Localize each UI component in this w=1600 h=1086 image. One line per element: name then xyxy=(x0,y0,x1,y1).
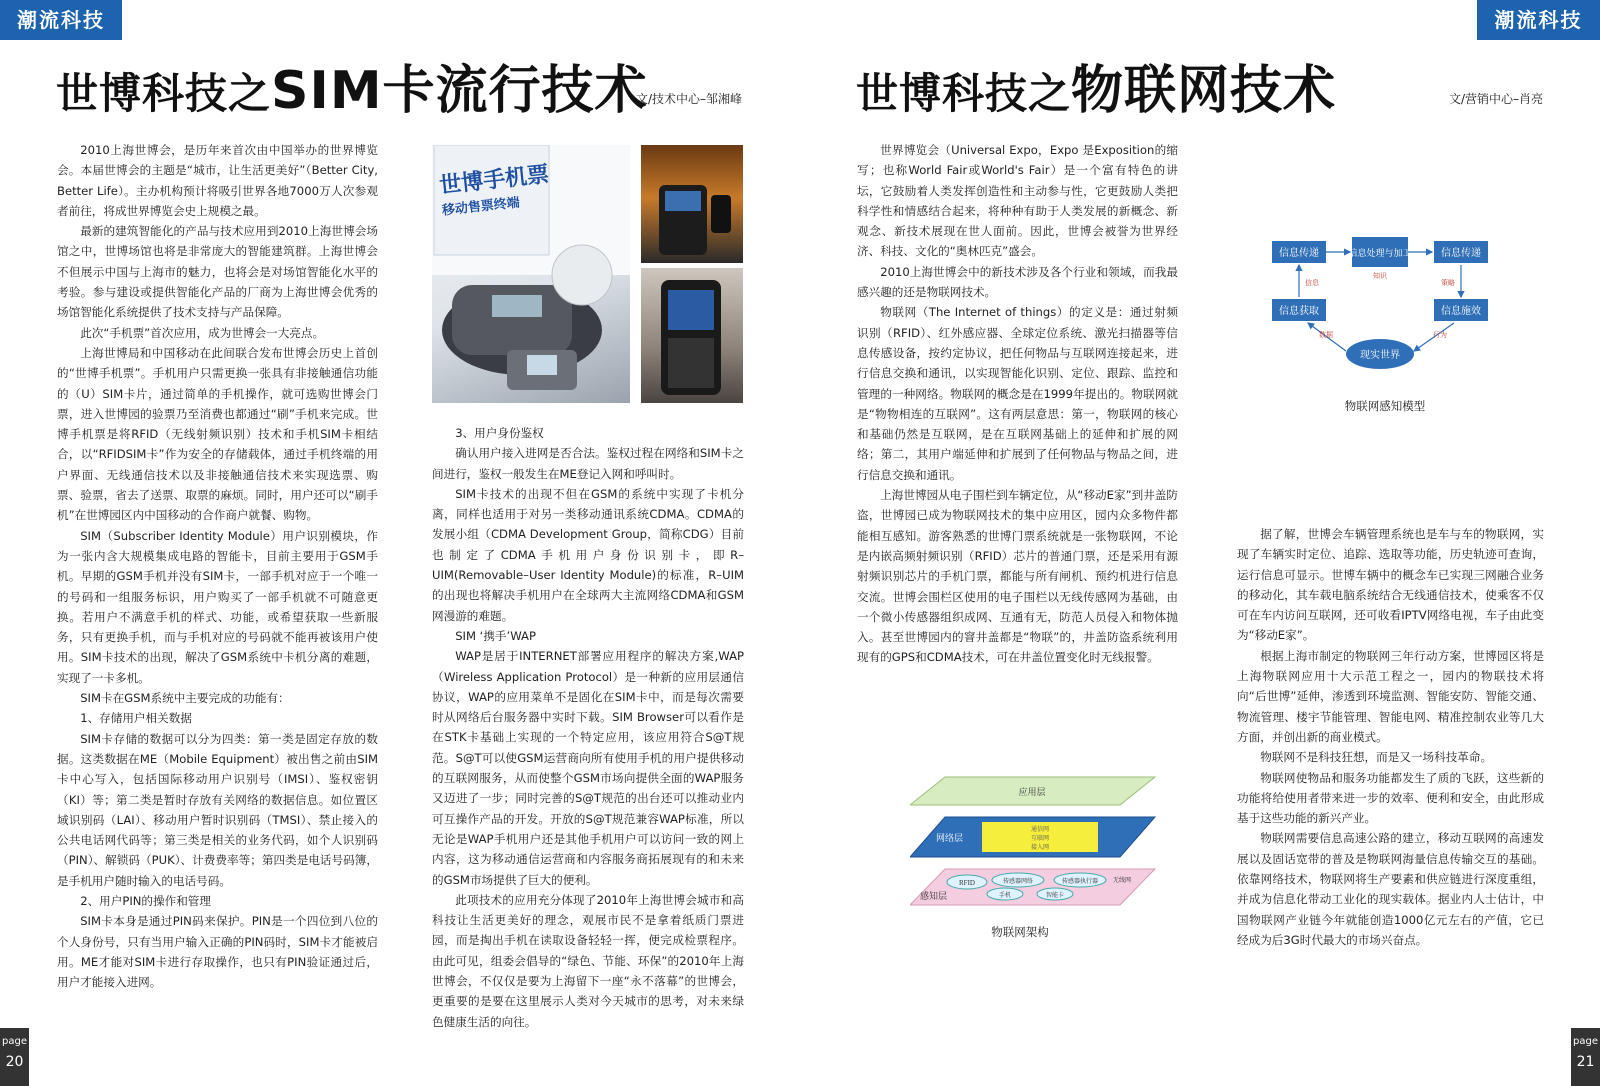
right-column-1 xyxy=(857,140,1178,668)
sense-item: 无线网 xyxy=(1112,878,1132,884)
photo-sign-line1: 世博手机票 xyxy=(438,162,551,199)
paragraph: 世界博览会（Universal Expo，Expo 是Exposition的缩写；也称World Fair或World's Fair）是一个富有特色的讲坛，它鼓励着人类发挥创造性和主动参与性，它更鼓励人类把科学性和情感结合起来，将种种有助于人类发展的新概念、新观念、新技术展现在世人面前。因此，世博会被誉为世界经济、科技、文化的“奥林匹克”盛会。 xyxy=(857,143,1178,259)
iot-architecture-diagram xyxy=(910,775,1160,910)
paragraph: 物联网使物品和服务功能都发生了质的飞跃，这些新的功能将给使用者带来进一步的效率、便利和安全，由此形成基于这些功能的新兴产业。 xyxy=(1237,770,1544,826)
edge-label: 数据 xyxy=(1319,331,1333,339)
edge-label: 行为 xyxy=(1433,331,1447,339)
paragraph: SIM卡存储的数据可以分为四类：第一类是固定存放的数据。这类数据在ME（Mobile Equipment）被出售之前由SIM卡中心写入，包括国际移动用户识别号（IMSI）、鉴权密钥（KI）等；第二类是暂时存放有关网络的数据信息。如位置区域识别码（LAI）、移动用户暂时识别码（TMSI）、禁止接入的公共电话网代码等；第三类是相关的业务代码，如个人识别码（PIN）、解锁码（PUK）、计费费率等；第四类是电话号码簿，是手机用户随时输入的电话号码。 xyxy=(57,731,378,888)
paragraph: 物联网（The Internet of things）的定义是：通过射频识别（RFID）、红外感应器、全球定位系统、激光扫描器等信息传感设备，按约定协议，把任何物品与互联网连接起来，进行信息交换和通讯，以实现智能化识别、定位、跟踪、监控和管理的一种网络。物联网的概念是在1999年提出的。物联网就是“物物相连的互联网”。这有两层意思：第一，物联网的核心和基础仍然是互联网，是在互联网基础上的延伸和扩展的网络；第二，其用户端延伸和扩展到了任何物品与物品之间，进行信息交换和通讯。 xyxy=(857,305,1178,482)
paragraph: 最新的建筑智能化的产品与技术应用到2010上海世博会场馆之中，世博场馆也将是非常庞大的智能建筑群。上海世博会不但展示中国与上海市的魅力，也将会是对场馆智能化水平的考验。参与建设或提供智能化产品的厂商为上海世博会优秀的场馆智能化系统提供了技术支持与产品保障。 xyxy=(57,224,378,320)
page-number-left xyxy=(0,1028,29,1086)
paragraph: 此项技术的应用充分体现了2010年上海世博会城市和高科技让生活更美好的理念，观展市民不是拿着纸质门票进园，而是掏出手机在读取设备轻轻一挥，便完成检票程序。由此可见，组委会倡导的“绿色、节能、环保”的2010年上海世博会，不仅仅是要为上海留下一座“永不落幕”的世博会，更重要的是要在这里展示人类对今天城市的思考，对未来绿色健康生活的向往。 xyxy=(432,892,744,1029)
photo-ticket-terminal xyxy=(432,145,630,403)
paragraph: 2010上海世博会，是历年来首次由中国举办的世界博览会。本届世博会的主题是“城市，让生活更美好”（Better City, Better Life）。主办机构预计将吸引世界各地7000万人次参观者前往，将成世界博览会史上规模之最。 xyxy=(57,143,378,218)
article-title-right xyxy=(856,48,1336,123)
paragraph: 确认用户接入进网是否合法。鉴权过程在网络和SIM卡之间进行，鉴权一般发生在ME登记入网和呼叫时。 xyxy=(432,446,744,481)
left-column-2 xyxy=(432,423,744,1032)
paragraph: SIM（Subscriber Identity Module）用户识别模块，作为一张内含大规模集成电路的智能卡，目前主要用于GSM手机。早期的GSM手机并没有SIM卡，一部手机对应于一个唯一的号码和一组服务标识，用户购买了一部手机就不可随意更换。若用户不满意手机的样式、功能，或希望获取一些新服务，只有更换手机，而与手机对应的号码就不能再被该用户使用。SIM卡技术的出现，解决了GSM系统中卡机分离的难题，实现了一卡多机。 xyxy=(57,528,378,685)
diagram1-caption: 物联网感知模型 xyxy=(1344,399,1426,413)
sense-item: 手机 xyxy=(998,893,1012,899)
paragraph: SIM卡本身是通过PIN码来保护。PIN是一个四位到八位的个人身份号，只有当用户输入正确的PIN码时，SIM卡才能被启用。ME才能对SIM卡进行存取操作，也只有PIN验证通过后，用户才能接入进网。 xyxy=(57,914,378,990)
layer-label: 网络层 xyxy=(936,833,964,843)
paragraph: 2、用户PIN的操作和管理 xyxy=(80,893,211,908)
node-label: 信息获取 xyxy=(1279,306,1319,317)
photo-card-reader xyxy=(641,145,743,263)
edge-label: 信息 xyxy=(1305,279,1319,287)
edge-label: 策略 xyxy=(1441,279,1455,287)
paragraph: SIM卡在GSM系统中主要完成的功能有： xyxy=(80,691,290,706)
net-item: 互联网 xyxy=(1030,836,1050,842)
title-prefix: 世博科技之 xyxy=(56,69,272,118)
node-label: 信息传递 xyxy=(1441,248,1481,259)
node-label: 现实世界 xyxy=(1360,350,1400,361)
layer-label: 感知层 xyxy=(920,891,948,901)
paragraph: WAP是居于INTERNET部署应用程序的解决方案,WAP（Wireless Application Protocol）是一种新的应用层通信协议，WAP的应用菜单不是固化在SIM卡中，而是每次需要时从网络后台服务器中实时下载。SIM Browser可以看作是在STK卡基础上实现的一个特定应用，该应用符合S@T规范。S@T可以使GSM运营商向所有使用手机的用户提供移动的互联网服务，从而使整个GSM市场向提供全面的WAP服务又迈进了一步；同时完善的S@T规范的出台还可以推动业内可互操作产品的开发。开放的S@T规范兼容WAP标准，所以无论是WAP手机用户还是其他手机用户可以访问一致的网上内容，这为移动通信运营商和内容服务商拓展现有的和未来的GSM市场提供了巨大的便利。 xyxy=(432,649,744,887)
paragraph: 物联网需要信息高速公路的建立，移动互联网的高速发展以及固话宽带的普及是物联网海量信息传输交互的基础。依靠网络技术，物联网将生产要素和供应链进行深度重组，并成为信息化带动工业化的现实载体。据业内人士估计，中国物联网产业链今年就能创造1000亿元左右的产值，它已经成为后3G时代最大的市场兴奋点。 xyxy=(1237,831,1544,947)
section-tag-right: 潮流科技 xyxy=(1477,0,1600,40)
right-column-2 xyxy=(1237,524,1544,950)
edge-label: 知识 xyxy=(1373,272,1387,280)
article-title-left xyxy=(56,48,648,123)
layer-label: 应用层 xyxy=(1018,787,1046,797)
node-label: 信息传递 xyxy=(1279,248,1319,259)
net-item: 通信网 xyxy=(1030,827,1050,833)
section-tag-left: 潮流科技 xyxy=(0,0,122,40)
photo-nokia-phone xyxy=(641,268,743,403)
paragraph: 上海世博园从电子围栏到车辆定位，从“移动E家”到井盖防盗，世博园已成为物联网技术的集中应用区，园内众多物件都能相互感知。游客熟悉的世博门票系统就是一张物联网，不论是内嵌高频射频识别（RFID）芯片的普通门票，还是采用有源射频识别芯片的手机门票，都能与所有闸机、预约机进行信息交流。世博会围栏区使用的电子围栏以无线传感网为基础，由一个微小传感器组织成网、互通有无，防范人员侵入和物体抛入。甚至世博园内的窨井盖都是“物联”的，井盖防盗系统利用现有的GPS和CDMA技术，可在井盖位置变化时无线报警。 xyxy=(857,488,1178,665)
page-label: page xyxy=(2,1036,27,1047)
node-label: 信息处理与加工 xyxy=(1348,248,1412,258)
sense-item: 智能卡 xyxy=(1045,893,1065,899)
byline-left: 文/技术中心–邹湘峰 xyxy=(636,92,743,106)
page-number-right xyxy=(1571,1028,1600,1086)
paragraph: 3、用户身份鉴权 xyxy=(455,426,544,440)
left-column-1 xyxy=(57,140,378,992)
sense-item: 传感器执行器 xyxy=(1061,879,1099,885)
paragraph: SIM卡技术的出现不但在GSM的系统中实现了卡机分离，同样也适用于对另一类移动通讯系统CDMA。CDMA的发展小组（CDMA Development Group，简称CDG）目前也制定了CDMA手机用户身份识别卡，即R–UIM(Removable–User Identity Module)的标准，R–UIM的出现也将解决手机用户在全球两大主流网络CDMA和GSM网漫游的难题。 xyxy=(432,486,744,623)
title-main: 物联网技术 xyxy=(1071,61,1337,121)
page-label: page xyxy=(1573,1036,1598,1047)
paragraph: SIM ‘携手’WAP xyxy=(455,628,536,643)
page-number: 20 xyxy=(5,1054,24,1070)
paragraph: 2010上海世博会中的新技术涉及各个行业和领域，而我最感兴趣的还是物联网技术。 xyxy=(857,264,1178,300)
title-prefix: 世博科技之 xyxy=(856,69,1072,118)
paragraph: 物联网不是科技狂想，而是又一场科技革命。 xyxy=(1260,750,1493,765)
page-number: 21 xyxy=(1576,1054,1595,1070)
title-main: SIM卡流行技术 xyxy=(271,61,648,121)
paragraph: 据了解，世博会车辆管理系统也是车与车的物联网，实现了车辆实时定位、追踪、选取等功能，历史轨迹可查询，运行信息可显示。世博车辆中的概念车已实现三网融合业务的移动化，其车载电脑系统结合无线通信技术，使乘客不仅可在车内访问互联网，还可收看IPTV网络电视，车子由此变为“移动E家”。 xyxy=(1237,527,1544,643)
photo-sign-line2: 移动售票终端 xyxy=(441,195,521,219)
net-item: 接入网 xyxy=(1030,845,1050,851)
paragraph: 根据上海市制定的物联网三年行动方案，世博园区将是上海物联网应用十大示范工程之一，园内的物联技术将向“后世博”延伸，渗透到环境监测、智能安防、智能交通、物流管理、楼宇节能管理、智能电网、精准控制农业等几大方面，并创出新的商业模式。 xyxy=(1237,648,1544,744)
diagram2-caption: 物联网架构 xyxy=(991,925,1049,939)
iot-perception-model-diagram xyxy=(1268,233,1498,373)
paragraph: 1、存储用户相关数据 xyxy=(80,711,192,726)
sense-item: RFID xyxy=(959,879,975,887)
sense-item: 传感器网络 xyxy=(1002,879,1034,885)
paragraph: 上海世博局和中国移动在此间联合发布世博会历史上首创的“世博手机票”。手机用户只需更换一张具有非接触通信功能的（U）SIM卡片，通过简单的手机操作，就可选购世博会门票，进入世博园的验票乃至消费也都通过“刷”手机来完成。世博手机票是将RFID（无线射频识别）技术和手机SIM卡相结合，以“RFIDSIM卡”作为安全的存储载体，通过手机终端的用户界面、无线通信技术以及非接触通信技术来实现选票、购票、验票，省去了送票、取票的麻烦。同时，用户还可以“刷手机”在世博园区内中国移动的合作商户就餐、购物。 xyxy=(57,345,378,523)
node-label: 信息施效 xyxy=(1441,306,1481,317)
paragraph: 此次“手机票”首次应用，成为世博会一大亮点。 xyxy=(80,325,325,340)
byline-right: 文/营销中心–肖亮 xyxy=(1449,92,1544,106)
